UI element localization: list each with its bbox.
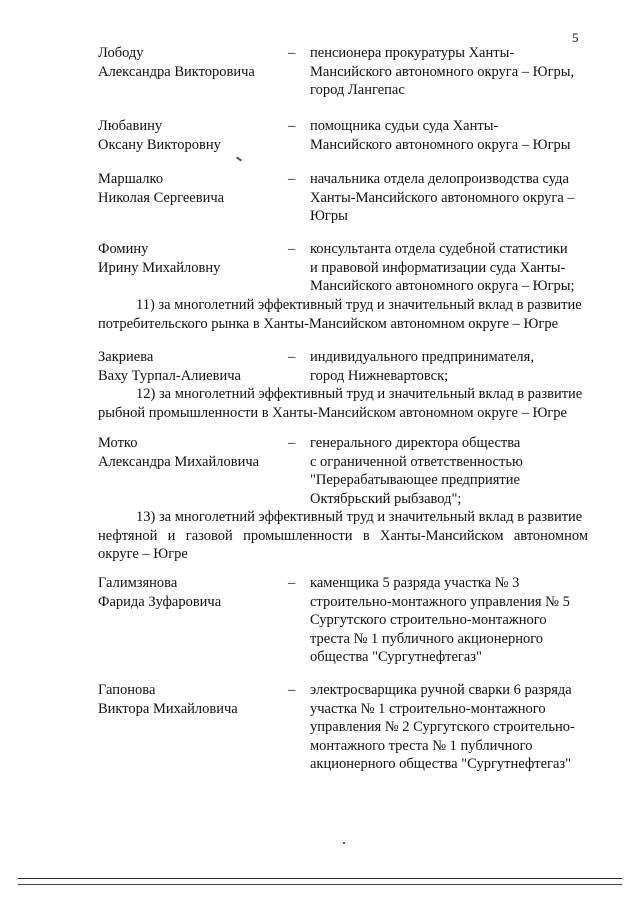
- recipient-name: [98, 240, 278, 277]
- recipient-name: [98, 681, 278, 718]
- recipient-given-names: Оксану Викторовну: [98, 136, 221, 153]
- paragraph-line: рыбной промышленности в Ханты-Мансийском автономном округе – Югре: [98, 404, 567, 421]
- award-category-13: [98, 508, 588, 564]
- separator-dash: –: [288, 435, 296, 451]
- position-line: Мансийского автономного округа – Югры,: [310, 63, 575, 80]
- position-line: индивидуального предпринимателя,: [310, 349, 534, 365]
- recipient-name: [98, 348, 278, 385]
- recipient-surname: Закриева: [98, 349, 154, 365]
- paragraph-line: нефтяной и газовой промышленности в Ханты-Мансийском автономном: [98, 527, 588, 544]
- recipient-surname: Мотко: [98, 435, 138, 451]
- recipient-position: [310, 117, 592, 154]
- recipient-given-names: Ирину Михайловну: [98, 259, 221, 276]
- position-line: и правовой информатизации суда Ханты-: [310, 259, 566, 276]
- position-line: Мансийского автономного округа – Югры: [310, 136, 571, 153]
- separator-dash: –: [288, 575, 296, 591]
- position-line: консультанта отдела судебной статистики: [310, 241, 568, 257]
- recipient-given-names: Александра Викторовича: [98, 63, 255, 80]
- position-line: пенсионера прокуратуры Ханты-: [310, 45, 515, 61]
- paragraph-line: 13) за многолетний эффективный труд и значительный вклад в развитие: [136, 509, 583, 525]
- position-line: "Перерабатывающее предприятие: [310, 472, 520, 489]
- separator-dash: –: [288, 171, 296, 187]
- recipient-name: [98, 434, 278, 471]
- position-line: строительно-монтажного управления № 5: [310, 593, 570, 610]
- position-line: управления № 2 Сургутского строительно-: [310, 719, 575, 736]
- position-line: треста № 1 публичного акционерного: [310, 630, 544, 647]
- recipient-position: [310, 574, 592, 667]
- position-line: участка № 1 строительно-монтажного: [310, 700, 546, 717]
- recipient-name: [98, 170, 278, 207]
- separator-dash: –: [288, 682, 296, 698]
- position-line: Ханты-Мансийского автономного округа –: [310, 189, 575, 206]
- footer-rule: [18, 878, 622, 879]
- recipient-name: [98, 117, 278, 154]
- position-line: генерального директора общества: [310, 435, 521, 451]
- paragraph-line: потребительского рынка в Ханты-Мансийском автономном округе – Югре: [98, 315, 559, 332]
- position-line: начальника отдела делопроизводства суда: [310, 171, 569, 187]
- recipient-position: [310, 681, 592, 774]
- scan-speck: [343, 842, 345, 844]
- separator-dash: –: [288, 45, 296, 61]
- recipient-given-names: Николая Сергеевича: [98, 189, 225, 206]
- position-line: Мансийского автономного округа – Югры;: [310, 278, 575, 295]
- recipient-position: [310, 170, 592, 226]
- position-line: Октябрьский рыбзавод";: [310, 490, 462, 507]
- position-line: город Нижневартовск;: [310, 367, 449, 384]
- position-line: акционерного общества "Сургутнефтегаз": [310, 756, 572, 773]
- recipient-surname: Фомину: [98, 241, 149, 257]
- award-category-11: [98, 296, 588, 333]
- position-line: Югры: [310, 208, 348, 225]
- recipient-position: [310, 44, 592, 100]
- position-line: помощника судьи суда Ханты-: [310, 118, 499, 134]
- recipient-surname: Гапонова: [98, 682, 156, 698]
- footer-rule: [18, 884, 622, 885]
- recipient-given-names: Ваху Турпал-Алиевича: [98, 367, 241, 384]
- position-line: город Лангепас: [310, 82, 405, 99]
- recipient-name: [98, 574, 278, 611]
- recipient-position: [310, 240, 592, 296]
- recipient-given-names: Александра Михайловича: [98, 453, 260, 470]
- separator-dash: –: [288, 118, 296, 134]
- recipient-given-names: Фарида Зуфаровича: [98, 593, 222, 610]
- recipient-position: [310, 434, 592, 508]
- recipient-surname: Лободу: [98, 45, 144, 61]
- position-line: каменщика 5 разряда участка № 3: [310, 575, 520, 591]
- recipient-name: [98, 44, 278, 81]
- paragraph-line: округе – Югре: [98, 546, 188, 563]
- position-line: с ограниченной ответственностью: [310, 453, 523, 470]
- position-line: общества "Сургутнефтегаз": [310, 649, 482, 666]
- recipient-surname: Любавину: [98, 118, 163, 134]
- position-line: электросварщика ручной сварки 6 разряда: [310, 682, 572, 698]
- recipient-surname: Галимзянова: [98, 575, 178, 591]
- award-category-12: [98, 385, 588, 422]
- recipient-position: [310, 348, 592, 385]
- separator-dash: –: [288, 241, 296, 257]
- paragraph-line: 12) за многолетний эффективный труд и значительный вклад в развитие: [136, 386, 583, 402]
- recipient-surname: Маршалко: [98, 171, 164, 187]
- position-line: Сургутского строительно-монтажного: [310, 612, 547, 629]
- separator-dash: –: [288, 349, 296, 365]
- position-line: монтажного треста № 1 публичного: [310, 737, 533, 754]
- scan-speck: [236, 156, 242, 161]
- paragraph-line: 11) за многолетний эффективный труд и значительный вклад в развитие: [136, 297, 582, 313]
- recipient-given-names: Виктора Михайловича: [98, 700, 238, 717]
- page-number: 5: [572, 30, 579, 45]
